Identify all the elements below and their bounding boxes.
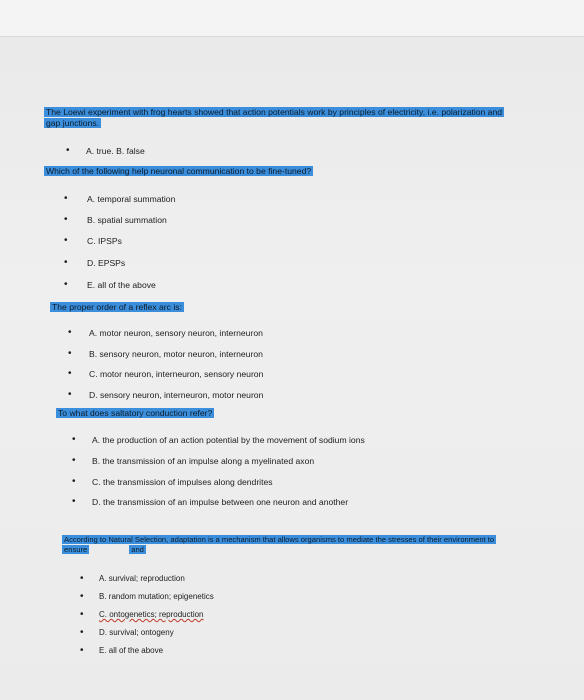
question-3 [50, 302, 184, 313]
bullet: • [68, 327, 72, 338]
question-5-option-e: E. all of the above [99, 646, 164, 655]
bullet: • [68, 389, 72, 400]
question-5-option-c: C. ontogenetics; reproduction [99, 610, 204, 619]
question-2-option-c: C. IPSPs [87, 236, 122, 246]
question-4-option-a: A. the production of an action potential by the movement of sodium ions [92, 435, 365, 445]
bullet: • [66, 145, 70, 156]
question-1-text: The Loewi experiment with frog hearts showed that action potentials work by principles of electricity, i.e. polarization and gap junctions. [46, 107, 503, 128]
question-5-option-d: D. survival; ontogeny [99, 628, 174, 637]
question-2-option-b: B. spatial summation [87, 215, 167, 225]
bullet: • [64, 214, 68, 225]
question-4-option-d: D. the transmission of an impulse between one neuron and another [92, 497, 349, 507]
bullet: • [72, 476, 76, 487]
question-2-option-a: A. temporal summation [87, 194, 176, 204]
question-4-option-c: C. the transmission of impulses along dendrites [92, 477, 273, 487]
question-5-option-b: B. random mutation; epigenetics [99, 592, 214, 601]
bullet: • [80, 591, 84, 602]
question-4-option-b: B. the transmission of an impulse along a myelinated axon [92, 456, 315, 466]
bullet: • [64, 193, 68, 204]
question-5-option-a: A. survival; reproduction [99, 574, 185, 583]
bullet: • [72, 455, 76, 466]
question-4-text: To what does saltatory conduction refer? [58, 408, 213, 418]
question-2-option-e: E. all of the above [87, 280, 156, 290]
bullet: • [64, 279, 68, 290]
question-5-text-part1: According to Natural Selection, adaptation is a mechanism that allows organisms to mediate the stresses of their environment to ensure [64, 535, 495, 554]
question-1 [44, 107, 514, 129]
bullet: • [64, 235, 68, 246]
question-3-option-a: A. motor neuron, sensory neuron, interneuron [89, 328, 263, 338]
question-3-option-c: C. motor neuron, interneuron, sensory neuron [89, 369, 264, 379]
question-5-text-part2: and [131, 545, 144, 554]
question-2-text: Which of the following help neuronal communication to be fine-tuned? [46, 166, 312, 176]
bullet: • [72, 496, 76, 507]
question-3-option-d: D. sensory neuron, interneuron, motor neuron [89, 390, 264, 400]
bullet: • [64, 257, 68, 268]
bullet: • [80, 645, 84, 656]
bullet: • [80, 627, 84, 638]
question-2 [44, 166, 313, 177]
bullet: • [68, 348, 72, 359]
question-4 [56, 408, 214, 419]
question-3-option-b: B. sensory neuron, motor neuron, interneuron [89, 349, 263, 359]
question-2-option-d: D. EPSPs [87, 258, 126, 268]
bullet: • [72, 434, 76, 445]
bullet: • [80, 573, 84, 584]
bullet: • [80, 609, 84, 620]
question-3-text: The proper order of a reflex arc is: [52, 302, 182, 312]
question-1-options: A. true. B. false [86, 146, 145, 156]
bullet: • [68, 368, 72, 379]
question-5 [62, 535, 502, 555]
